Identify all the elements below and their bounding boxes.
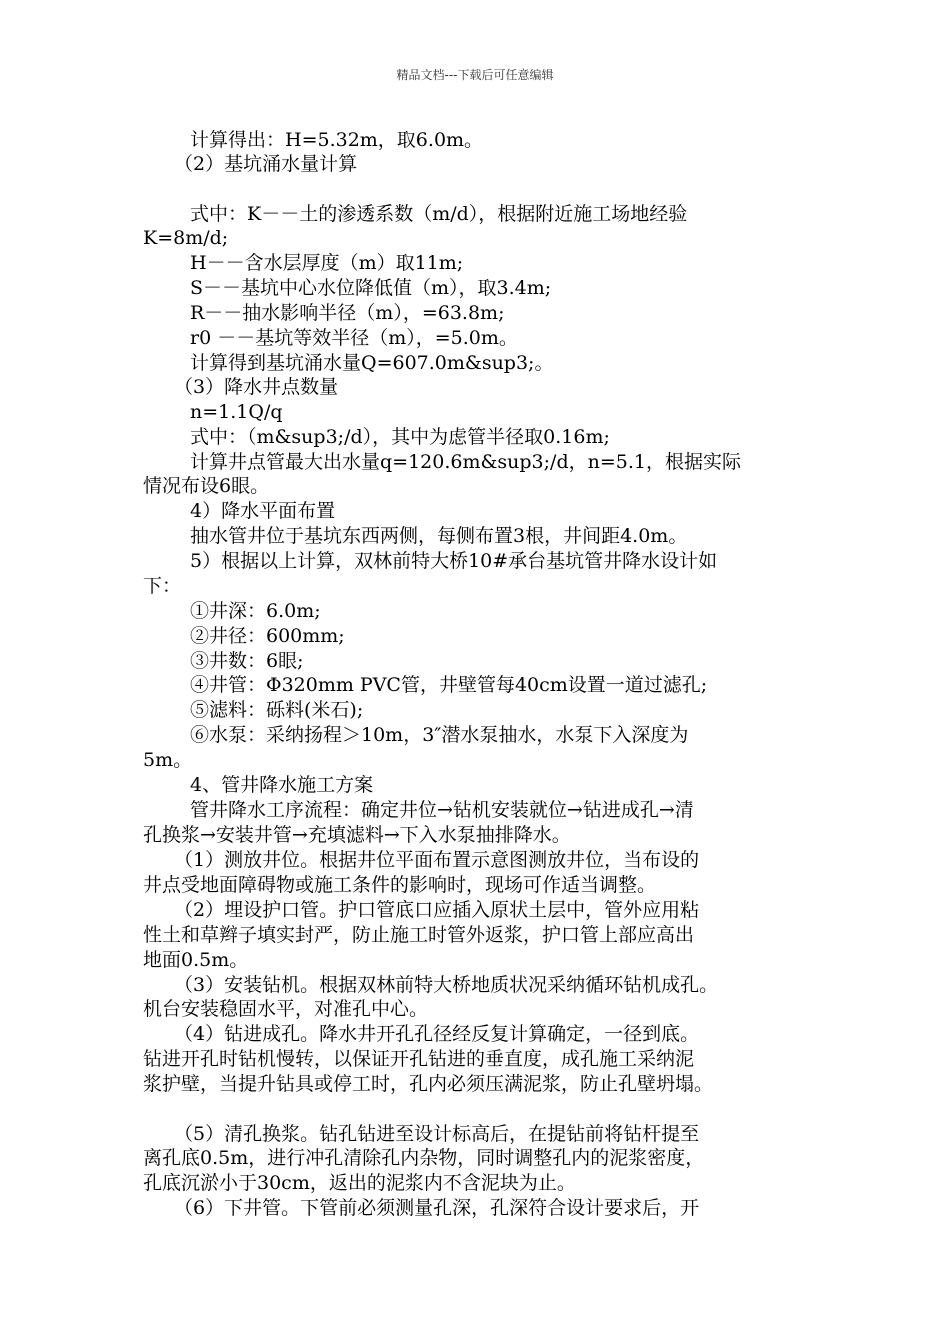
text-line: （2）埋设护口管。护口管底口应插入原状土层中，管外应用粘 <box>174 899 700 921</box>
text-line: K=8m/d; <box>143 227 229 249</box>
page-header: 精品文档---下载后可任意编辑 <box>396 68 554 82</box>
text-line: ⑥水泵：采纳扬程＞10m，3″潜水泵抽水，水泵下入深度为 <box>190 724 689 746</box>
text-line: 离孔底0.5m，进行冲孔清除孔内杂物，同时调整孔内的泥浆密度， <box>143 1147 705 1169</box>
text-line: 4）降水平面布置 <box>190 500 336 522</box>
text-line: 浆护壁，当提升钻具或停工时，孔内必须压满泥浆，防止孔壁坍塌。 <box>143 1073 714 1095</box>
text-line: 式中：K－－土的渗透系数（m/d），根据附近施工场地经验 <box>190 203 688 225</box>
text-line: ④井管：Φ320mm PVC管，井壁管每40cm设置一道过滤孔; <box>190 674 708 696</box>
text-line: 管井降水工序流程：确定井位→钻机安装就位→钻进成孔→清 <box>190 799 694 821</box>
text-line: 机台安装稳固水平，对准孔中心。 <box>143 998 429 1020</box>
text-line: （4）钻进成孔。降水井开孔孔径经反复计算确定，一径到底。 <box>174 1023 700 1045</box>
text-line: 钻进开孔时钻机慢转，以保证开孔钻进的垂直度，成孔施工采纳泥 <box>143 1048 695 1070</box>
text-line: 情况布设6眼。 <box>143 475 270 497</box>
text-line: 性土和草辫子填实封严，防止施工时管外返浆，护口管上部应高出 <box>143 924 695 946</box>
text-line: 式中：（m&sup3;/d），其中为虑管半径取0.16m; <box>190 426 610 448</box>
text-line: 计算得出：H=5.32m，取6.0m。 <box>190 129 484 151</box>
text-line: 计算井点管最大出水量q=120.6m&sup3;/d，n=5.1，根据实际 <box>190 451 741 473</box>
text-line: r0 －－基坑等效半径（m），=5.0m。 <box>190 327 518 349</box>
text-line: （5）清孔换浆。钻孔钻进至设计标高后，在提钻前将钻杆提至 <box>174 1123 700 1145</box>
text-line: H－－含水层厚度（m）取11m; <box>190 252 464 274</box>
text-line: （3）降水井点数量 <box>174 376 339 398</box>
text-line: 计算得到基坑涌水量Q=607.0m&sup3;。 <box>190 352 554 374</box>
text-line: 井点受地面障碍物或施工条件的影响时，现场可作适当调整。 <box>143 874 657 896</box>
text-line: ③井数：6眼; <box>190 650 304 672</box>
text-line: 抽水管井位于基坑东西两侧，每侧布置3根，井间距4.0m。 <box>190 525 688 547</box>
text-line: ⑤滤料：砾料(米石); <box>190 699 364 721</box>
text-line: 孔换浆→安装井管→充填滤料→下入水泵抽排降水。 <box>143 824 571 846</box>
text-line: 5m。 <box>143 749 193 771</box>
text-line: 孔底沉淤小于30cm，返出的泥浆内不含泥块为止。 <box>143 1172 576 1194</box>
text-line: （6）下井管。下管前必须测量孔深，孔深符合设计要求后，开 <box>174 1197 700 1219</box>
text-line: S－－基坑中心水位降低值（m），取3.4m; <box>190 277 552 299</box>
text-line: 地面0.5m。 <box>143 949 249 971</box>
text-line: n=1.1Q/q <box>190 401 283 423</box>
text-line: （3）安装钻机。根据双林前特大桥地质状况采纳循环钻机成孔。 <box>174 974 719 996</box>
text-line: （2）基坑涌水量计算 <box>174 153 358 175</box>
text-line: 5）根据以上计算，双林前特大桥10#承台基坑管井降水设计如 <box>190 550 718 572</box>
text-line: ①井深：6.0m; <box>190 600 321 622</box>
text-line: 4、管井降水施工方案 <box>190 774 374 796</box>
text-line: 下： <box>143 575 182 597</box>
text-line: （1）测放井位。根据井位平面布置示意图测放井位，当布设的 <box>174 849 700 871</box>
text-line: R－－抽水影响半径（m），=63.8m; <box>190 302 505 324</box>
text-line: ②井径：600mm; <box>190 625 345 647</box>
